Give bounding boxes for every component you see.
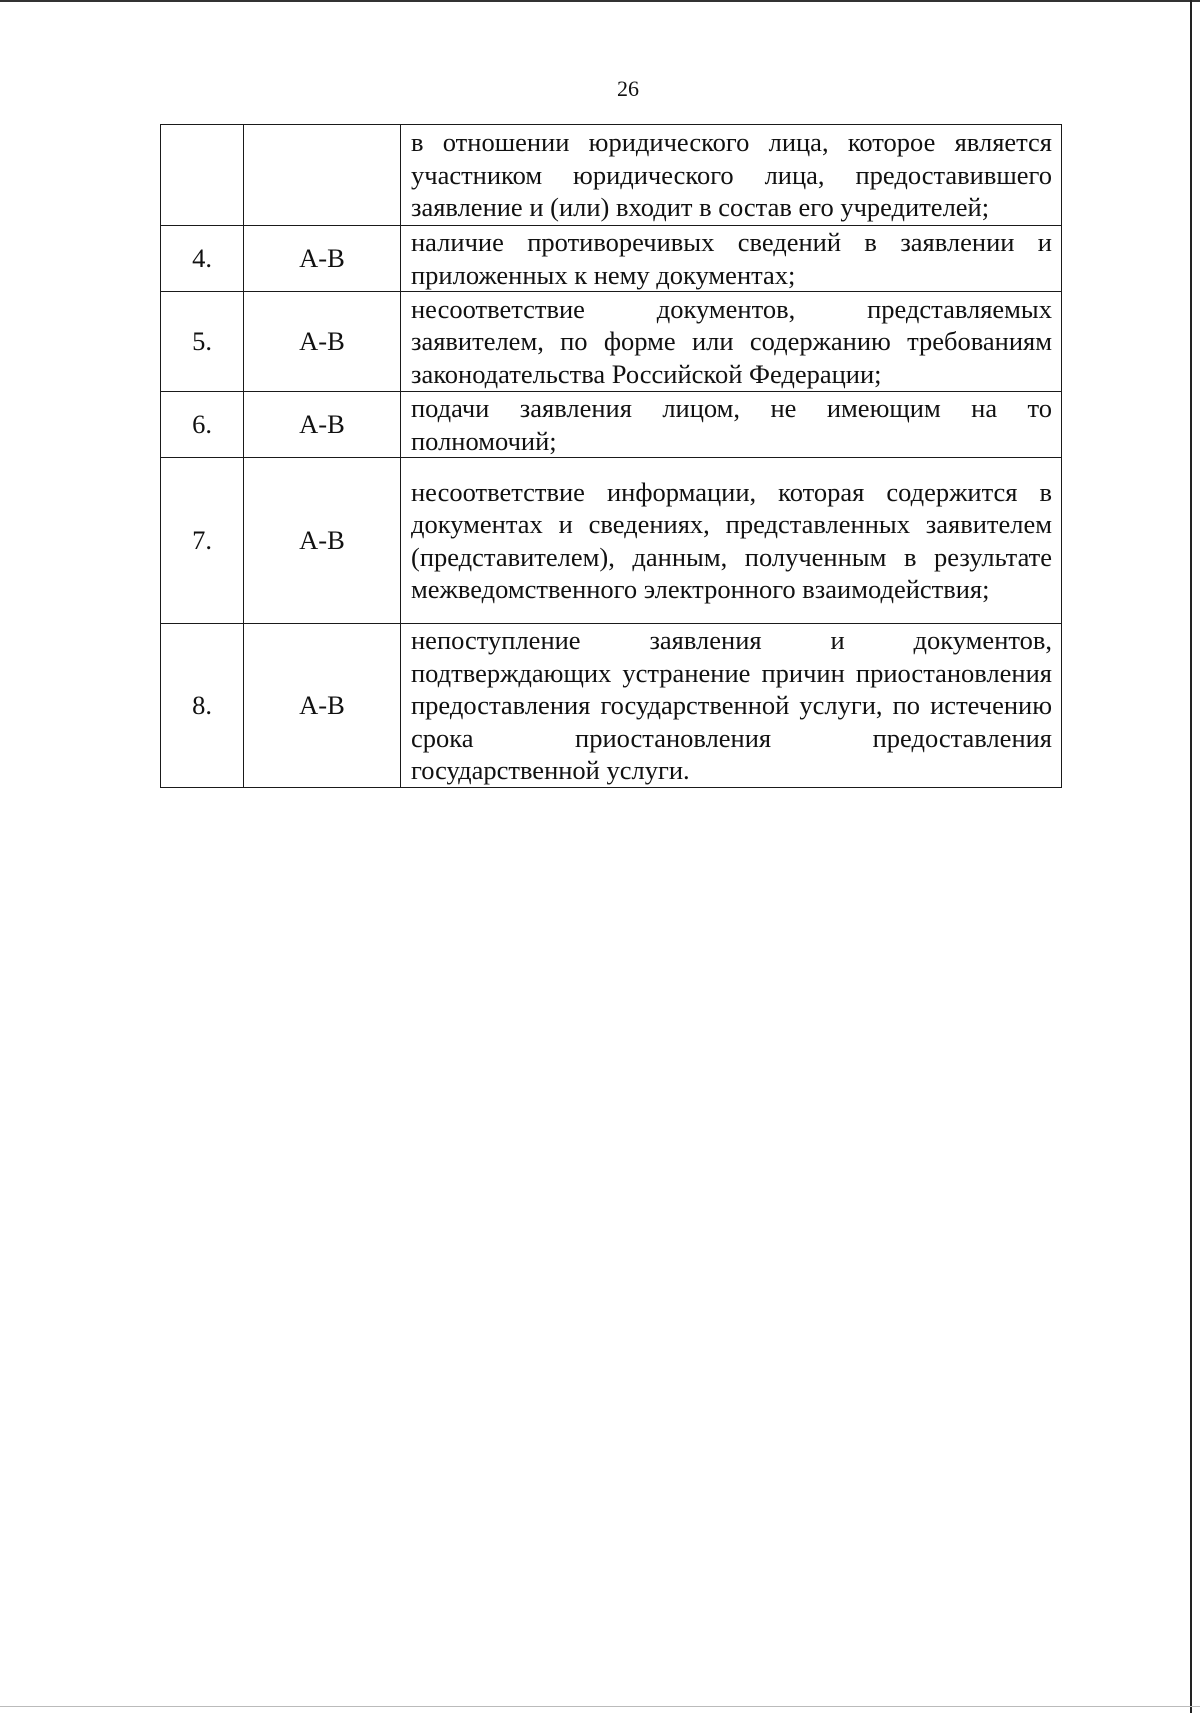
page-number: 26	[617, 76, 639, 101]
row-text-cell: непоступление заявления и документов, подтверждающих устранение причин приостановления предоставления государственной услуги, по истечению срока приостановления предоставления государственной услуги.	[401, 624, 1062, 788]
row-number-cell: 7.	[161, 458, 244, 624]
row-code-cell: А-В	[244, 458, 401, 624]
row-code-cell	[244, 125, 401, 226]
row-number-cell: 5.	[161, 292, 244, 392]
scan-edge-bottom	[0, 1706, 1200, 1707]
grounds-table	[160, 124, 1062, 788]
scan-edge-right	[1190, 0, 1192, 1713]
table-row	[161, 226, 1062, 292]
row-number-cell	[161, 125, 244, 226]
table-row	[161, 392, 1062, 458]
row-text-cell: несоответствие информации, которая содержится в документах и сведениях, представленных заявителем (представителем), данным, полученным в результате межведомственного электронного взаимодействия;	[401, 458, 1062, 624]
row-number-cell: 4.	[161, 226, 244, 292]
table-row	[161, 292, 1062, 392]
row-number-cell: 8.	[161, 624, 244, 788]
table-row	[161, 624, 1062, 788]
row-code-cell: А-В	[244, 226, 401, 292]
scan-edge-top	[0, 0, 1200, 2]
row-code-cell: А-В	[244, 392, 401, 458]
row-text-cell: наличие противоречивых сведений в заявлении и приложенных к нему документах;	[401, 226, 1062, 292]
row-code-cell: А-В	[244, 624, 401, 788]
row-text-cell: несоответствие документов, представляемых заявителем, по форме или содержанию требованиям законодательства Российской Федерации;	[401, 292, 1062, 392]
row-text-cell: подачи заявления лицом, не имеющим на то полномочий;	[401, 392, 1062, 458]
row-code-cell: А-В	[244, 292, 401, 392]
table-row	[161, 458, 1062, 624]
row-number-cell: 6.	[161, 392, 244, 458]
row-text-cell: в отношении юридического лица, которое является участником юридического лица, предоставившего заявление и (или) входит в состав его учредителей;	[401, 125, 1062, 226]
table-row	[161, 125, 1062, 226]
